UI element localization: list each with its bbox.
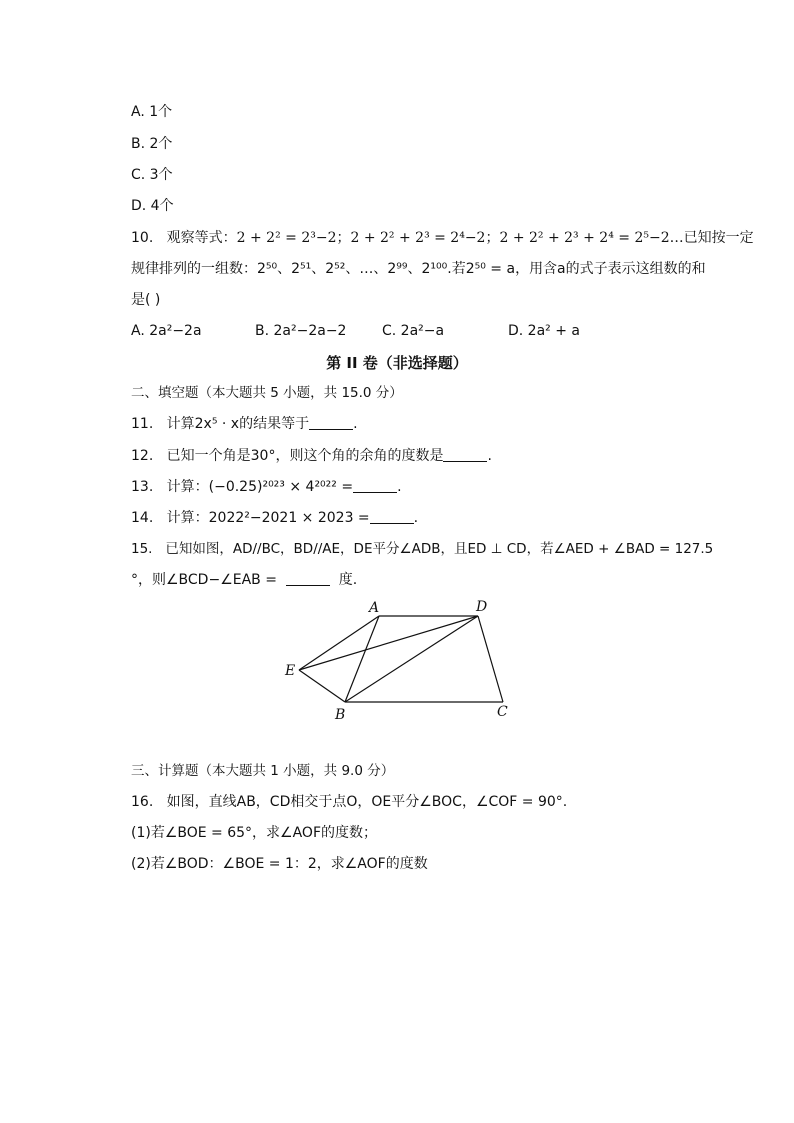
section2-header: 二、填空题（本大题共 5 小题，共 15.0 分） bbox=[131, 385, 403, 401]
q12-period: . bbox=[487, 448, 492, 464]
q11-answer-blank[interactable] bbox=[309, 415, 353, 430]
section3-header: 三、计算题（本大题共 1 小题，共 9.0 分） bbox=[131, 763, 395, 779]
q14-answer-blank[interactable] bbox=[370, 509, 414, 524]
segment-AB bbox=[345, 616, 379, 702]
part2-title: 第 II 卷（非选择题） bbox=[326, 354, 468, 372]
q13 bbox=[131, 477, 402, 497]
segment-BD bbox=[345, 616, 478, 702]
segment-ED bbox=[299, 616, 478, 670]
q16 bbox=[131, 792, 567, 812]
q12-answer-blank[interactable] bbox=[443, 447, 487, 462]
q16-text: 如图，直线AB，CD相交于点O，OE平分∠BOC，∠COF = 90°. bbox=[166, 794, 568, 810]
q9-option-b: B. 2个 bbox=[131, 136, 173, 152]
q11-period: . bbox=[353, 416, 358, 432]
segment-DC bbox=[478, 616, 503, 702]
q14 bbox=[131, 508, 418, 528]
q16-number: 16. bbox=[131, 794, 154, 810]
q10-option-b: B. 2a²−2a−2 bbox=[255, 323, 347, 339]
q14-number: 14. bbox=[131, 510, 154, 526]
label-D: D bbox=[476, 599, 488, 615]
q14-period: . bbox=[413, 510, 419, 526]
label-E: E bbox=[285, 663, 296, 679]
q9-option-d: D. 4个 bbox=[131, 198, 174, 214]
q12-text: 已知一个角是30°，则这个角的余角的度数是 bbox=[166, 448, 444, 464]
q13-text: 计算：(−0.25)²⁰²³ × 4²⁰²² = bbox=[166, 479, 354, 495]
q10-line1 bbox=[131, 228, 754, 248]
q10-line3: 是( ) bbox=[131, 292, 161, 308]
q10-prefix: 观察等式： bbox=[166, 230, 237, 246]
q13-number: 13. bbox=[131, 479, 154, 495]
q14-text: 计算：2022²−2021 × 2023 = bbox=[166, 510, 370, 526]
q10-line2: 规律排列的一组数：2⁵⁰、2⁵¹、2⁵²、…、2⁹⁹、2¹⁰⁰.若2⁵⁰ = a，用含a的式子表示这组数的和 bbox=[131, 261, 706, 277]
label-B: B bbox=[335, 707, 346, 723]
q11-number: 11. bbox=[131, 416, 154, 432]
q12 bbox=[131, 446, 492, 466]
q10-option-a: A. 2a²−2a bbox=[131, 323, 202, 339]
q15-text-2: °，则∠BCD−∠EAB = bbox=[131, 572, 277, 588]
q10-option-c: C. 2a²−a bbox=[382, 323, 445, 339]
q16-sub2: (2)若∠BOD：∠BOE = 1：2，求∠AOF的度数 bbox=[131, 856, 428, 872]
q15-unit: 度. bbox=[338, 572, 358, 588]
q10-equations: 2 + 2² = 2³−2；2 + 2² + 2³ = 2⁴−2；2 + 2² + 2³ + 2⁴ = 2⁵−2…已知按一定 bbox=[236, 230, 754, 246]
q12-number: 12. bbox=[131, 448, 154, 464]
q15-number: 15. bbox=[131, 541, 153, 557]
q11 bbox=[131, 414, 358, 434]
q13-answer-blank[interactable] bbox=[353, 478, 397, 493]
segment-AE bbox=[299, 616, 379, 670]
q15-line1 bbox=[131, 539, 713, 559]
q9-option-c: C. 3个 bbox=[131, 167, 173, 183]
q10-number: 10. bbox=[131, 230, 154, 246]
q15-line2 bbox=[131, 570, 357, 590]
label-C: C bbox=[497, 704, 508, 720]
segment-EB bbox=[299, 670, 345, 702]
q10-option-d: D. 2a² + a bbox=[508, 323, 580, 339]
label-A: A bbox=[369, 600, 380, 616]
q13-period: . bbox=[397, 479, 402, 495]
q9-option-a: A. 1个 bbox=[131, 104, 173, 120]
q11-text: 计算2x⁵ · x的结果等于 bbox=[166, 416, 310, 432]
q16-sub1: (1)若∠BOE = 65°，求∠AOF的度数； bbox=[131, 825, 378, 841]
q15-answer-blank[interactable] bbox=[286, 571, 330, 586]
q15-figure bbox=[280, 595, 520, 730]
q15-text: 已知如图，AD//BC，BD//AE，DE平分∠ADB，且ED ⊥ CD，若∠AED + ∠BAD = 127.5 bbox=[165, 541, 714, 557]
